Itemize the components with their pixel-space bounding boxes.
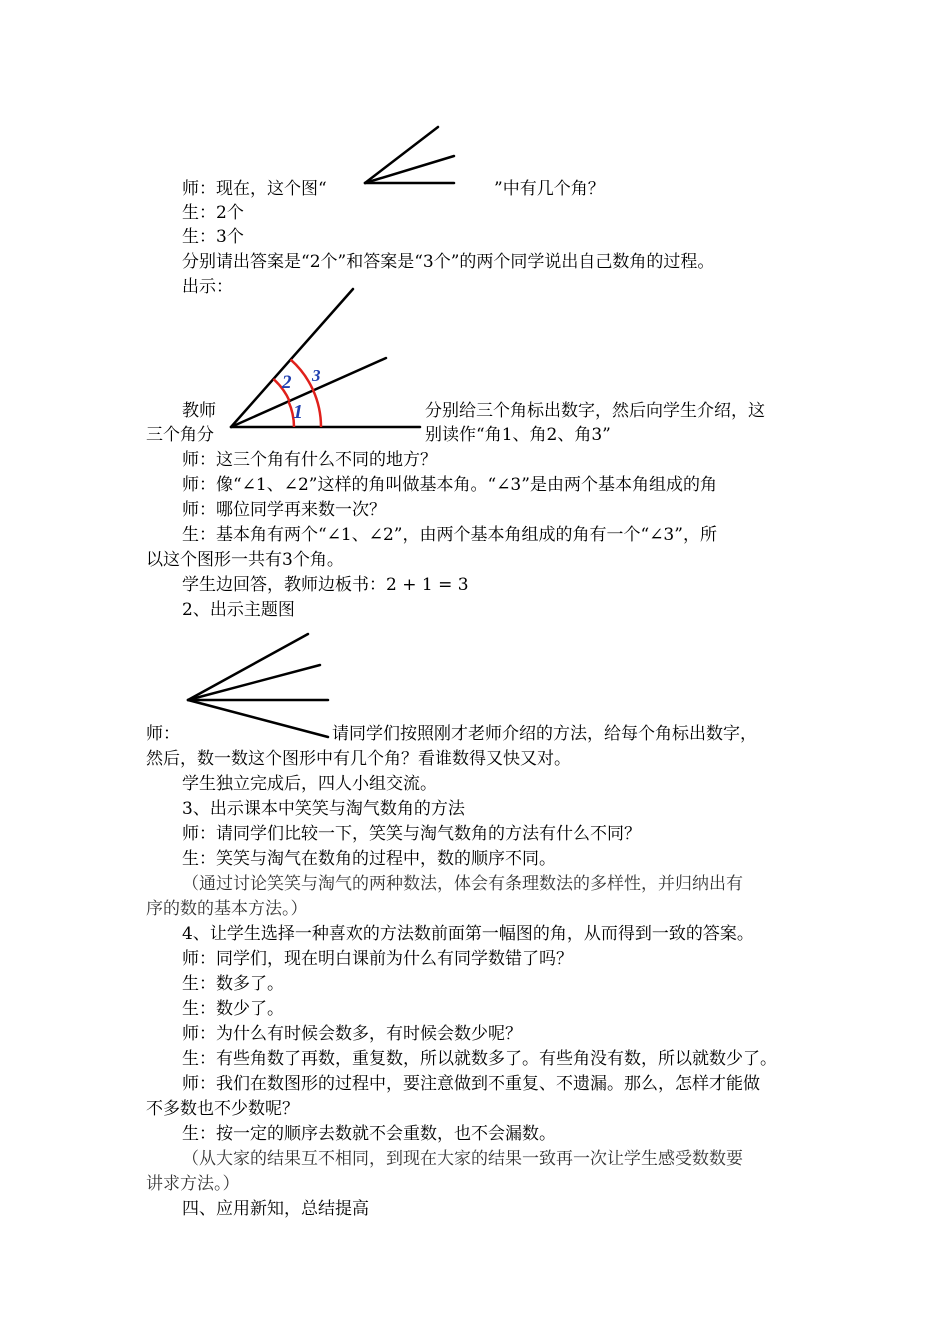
student-answer-2: 生：2个	[182, 203, 244, 223]
paragraph-line: 生：数少了。	[182, 999, 284, 1019]
paragraph-line: 以这个图形一共有3个角。	[146, 550, 344, 570]
paragraph-line: 学生边回答，教师边板书：2 + 1 = 3	[182, 575, 469, 595]
paragraph-line: 师：同学们，现在明白课前为什么有同学数错了吗？	[182, 949, 573, 969]
paragraph-line: 别读作“角1、角2、角3”	[425, 425, 611, 445]
paragraph-line: 生：笑笑与淘气在数角的过程中，数的顺序不同。	[182, 849, 556, 869]
paragraph-line: 生：基本角有两个“∠1、∠2”，由两个基本角组成的角有一个“∠3”，所	[182, 525, 717, 545]
ray-upper	[231, 289, 353, 427]
paragraph-line: 生：有些角数了再数，重复数，所以就数多了。有些角没有数，所以就数少了。	[182, 1049, 777, 1069]
paragraph-line: 生：数多了。	[182, 974, 284, 994]
note-line: （通过讨论笑笑与淘气的两种数法，体会有条理数法的多样性，并归纳出有	[182, 874, 743, 894]
section-heading: 3、出示课本中笑笑与淘气数角的方法	[182, 799, 465, 819]
section-heading: 2、出示主题图	[182, 600, 295, 620]
paragraph-line: 师：像“∠1、∠2”这样的角叫做基本角。“∠3”是由两个基本角组成的角	[182, 475, 717, 495]
paragraph-line: 师：	[146, 724, 180, 744]
note-line: （从大家的结果互不相同，到现在大家的结果一致再一次让学生感受数数要	[182, 1149, 743, 1169]
paragraph-line: 师：我们在数图形的过程中，要注意做到不重复、不遗漏。那么，怎样才能做	[182, 1074, 760, 1094]
paragraph-line: 学生独立完成后，四人小组交流。	[182, 774, 437, 794]
ray-middle	[231, 358, 386, 427]
paragraph-line: 分别给三个角标出数字，然后向学生介绍，这	[425, 401, 765, 421]
angle-label-1: 1	[293, 401, 303, 423]
section-heading: 4、让学生选择一种喜欢的方法数前面第一幅图的角，从而得到一致的答案。	[182, 924, 754, 944]
paragraph-line: 三个角分	[146, 425, 214, 445]
paragraph-line: 然后，数一数这个图形中有几个角？看谁数得又快又对。	[146, 749, 571, 769]
teacher-question-line-a: 师：现在，这个图“	[182, 179, 327, 199]
paragraph-line: 师：哪位同学再来数一次？	[182, 500, 386, 520]
note-line: 讲求方法。）	[146, 1174, 240, 1194]
three-ray-angle-figure	[360, 120, 460, 190]
paragraph-line: 教师	[182, 401, 216, 421]
student-answer-3: 生：3个	[182, 227, 244, 247]
paragraph-line: 出示：	[182, 277, 233, 297]
section-heading: 四、应用新知，总结提高	[182, 1199, 369, 1219]
paragraph-line: 师：请同学们比较一下，笑笑与淘气数角的方法有什么不同？	[182, 824, 641, 844]
labeled-angles-figure	[226, 284, 424, 434]
four-ray-angle-figure	[180, 630, 330, 742]
paragraph-line: 师：这三个角有什么不同的地方？	[182, 450, 437, 470]
note-line: 序的数的基本方法。）	[146, 899, 308, 919]
paragraph-line: 请同学们按照刚才老师介绍的方法，给每个角标出数字，	[332, 724, 757, 744]
paragraph-line: 师：为什么有时候会数多，有时候会数少呢？	[182, 1024, 522, 1044]
paragraph-line: 分别请出答案是“2个”和答案是“3个”的两个同学说出自己数角的过程。	[182, 252, 715, 272]
angle-label-3: 3	[312, 366, 321, 385]
paragraph-line: 不多数也不少数呢？	[146, 1099, 299, 1119]
angle-label-2: 2	[282, 372, 292, 393]
teacher-question-line-b: ”中有几个角？	[494, 179, 605, 199]
paragraph-line: 生：按一定的顺序去数就不会重数，也不会漏数。	[182, 1124, 556, 1144]
